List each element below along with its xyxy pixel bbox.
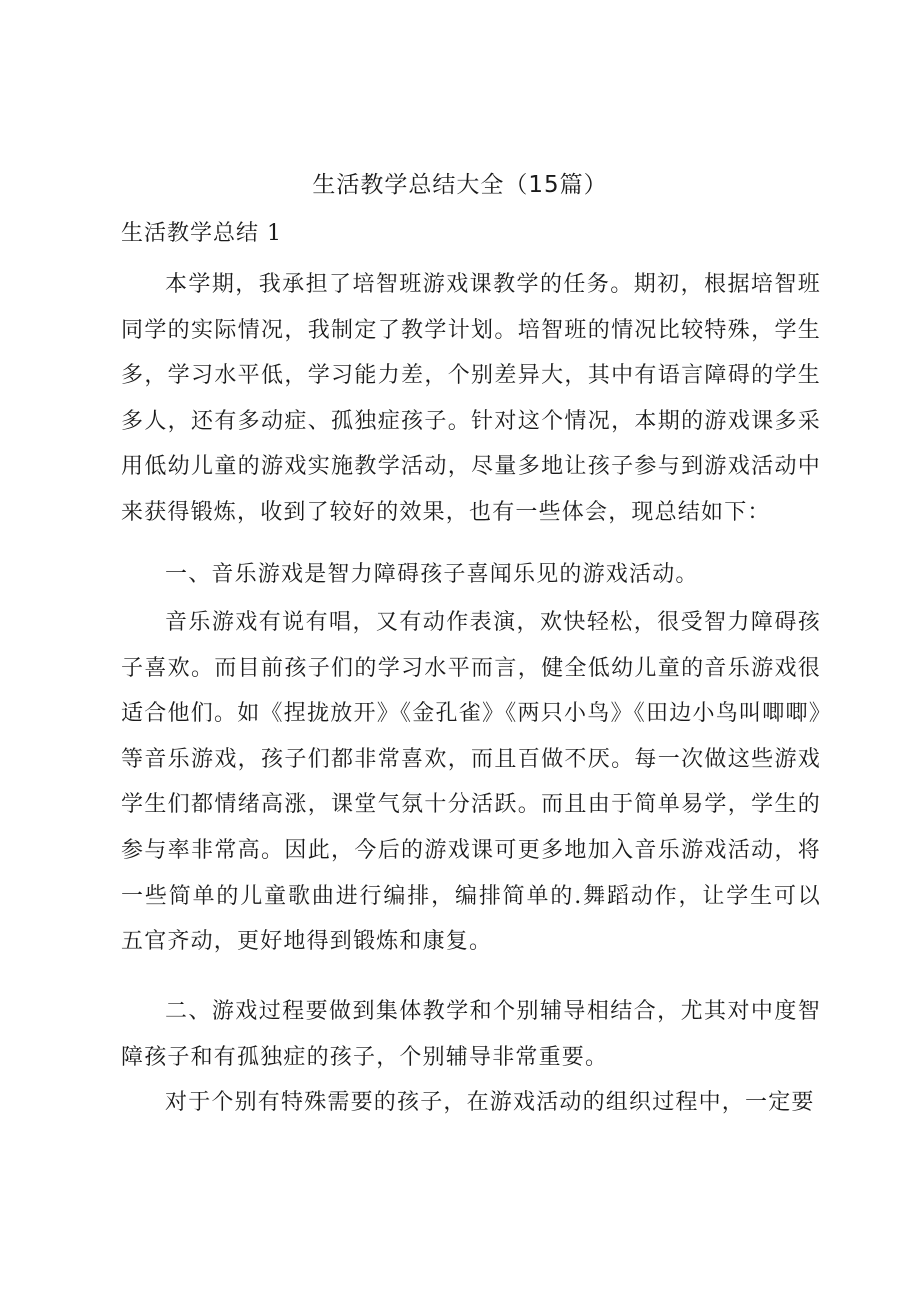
paragraph-point-one-heading: 一、音乐游戏是智力障碍孩子喜闻乐见的游戏活动。 [165,562,699,587]
paragraph-point-two-heading: 二、游戏过程要做到集体教学和个别辅导相结合，尤其对中度智障孩子和有孤独症的孩子，个别辅导非常重要。 [121,999,821,1070]
paragraph-individual-needs: 对于个别有特殊需要的孩子，在游戏活动的组织过程中，一定要 [165,1090,815,1115]
section-heading: 生活教学总结 1 [121,221,282,246]
paragraph-intro: 本学期，我承担了培智班游戏课教学的任务。期初，根据培智班同学的实际情况，我制定了教学计划。培智班的情况比较特殊，学生多，学习水平低，学习能力差，个别差异大，其中有语言障碍的学生多人，还有多动症、孤独症孩子。针对这个情况，本期的游戏课多采用低幼儿童的游戏实施教学活动，尽量多地让孩子参与到游戏活动中来获得锻炼，收到了较好的效果，也有一些体会，现总结如下： [121,272,821,525]
document-title: 生活教学总结大全（15篇） [312,172,608,198]
paragraph-music-games: 音乐游戏有说有唱，又有动作表演，欢快轻松，很受智力障碍孩子喜欢。而目前孩子们的学习水平而言，健全低幼儿童的音乐游戏很适合他们。如《捏拢放开》《金孔雀》《两只小鸟》《田边小鸟叫唧唧》等音乐游戏，孩子们都非常喜欢，而且百做不厌。每一次做这些游戏学生们都情绪高涨，课堂气氛十分活跃。而且由于简单易学，学生的参与率非常高。因此，今后的游戏课可更多地加入音乐游戏活动，将一些简单的儿童歌曲进行编排，编排简单的.舞蹈动作，让学生可以五官齐动，更好地得到锻炼和康复。 [121,610,821,955]
